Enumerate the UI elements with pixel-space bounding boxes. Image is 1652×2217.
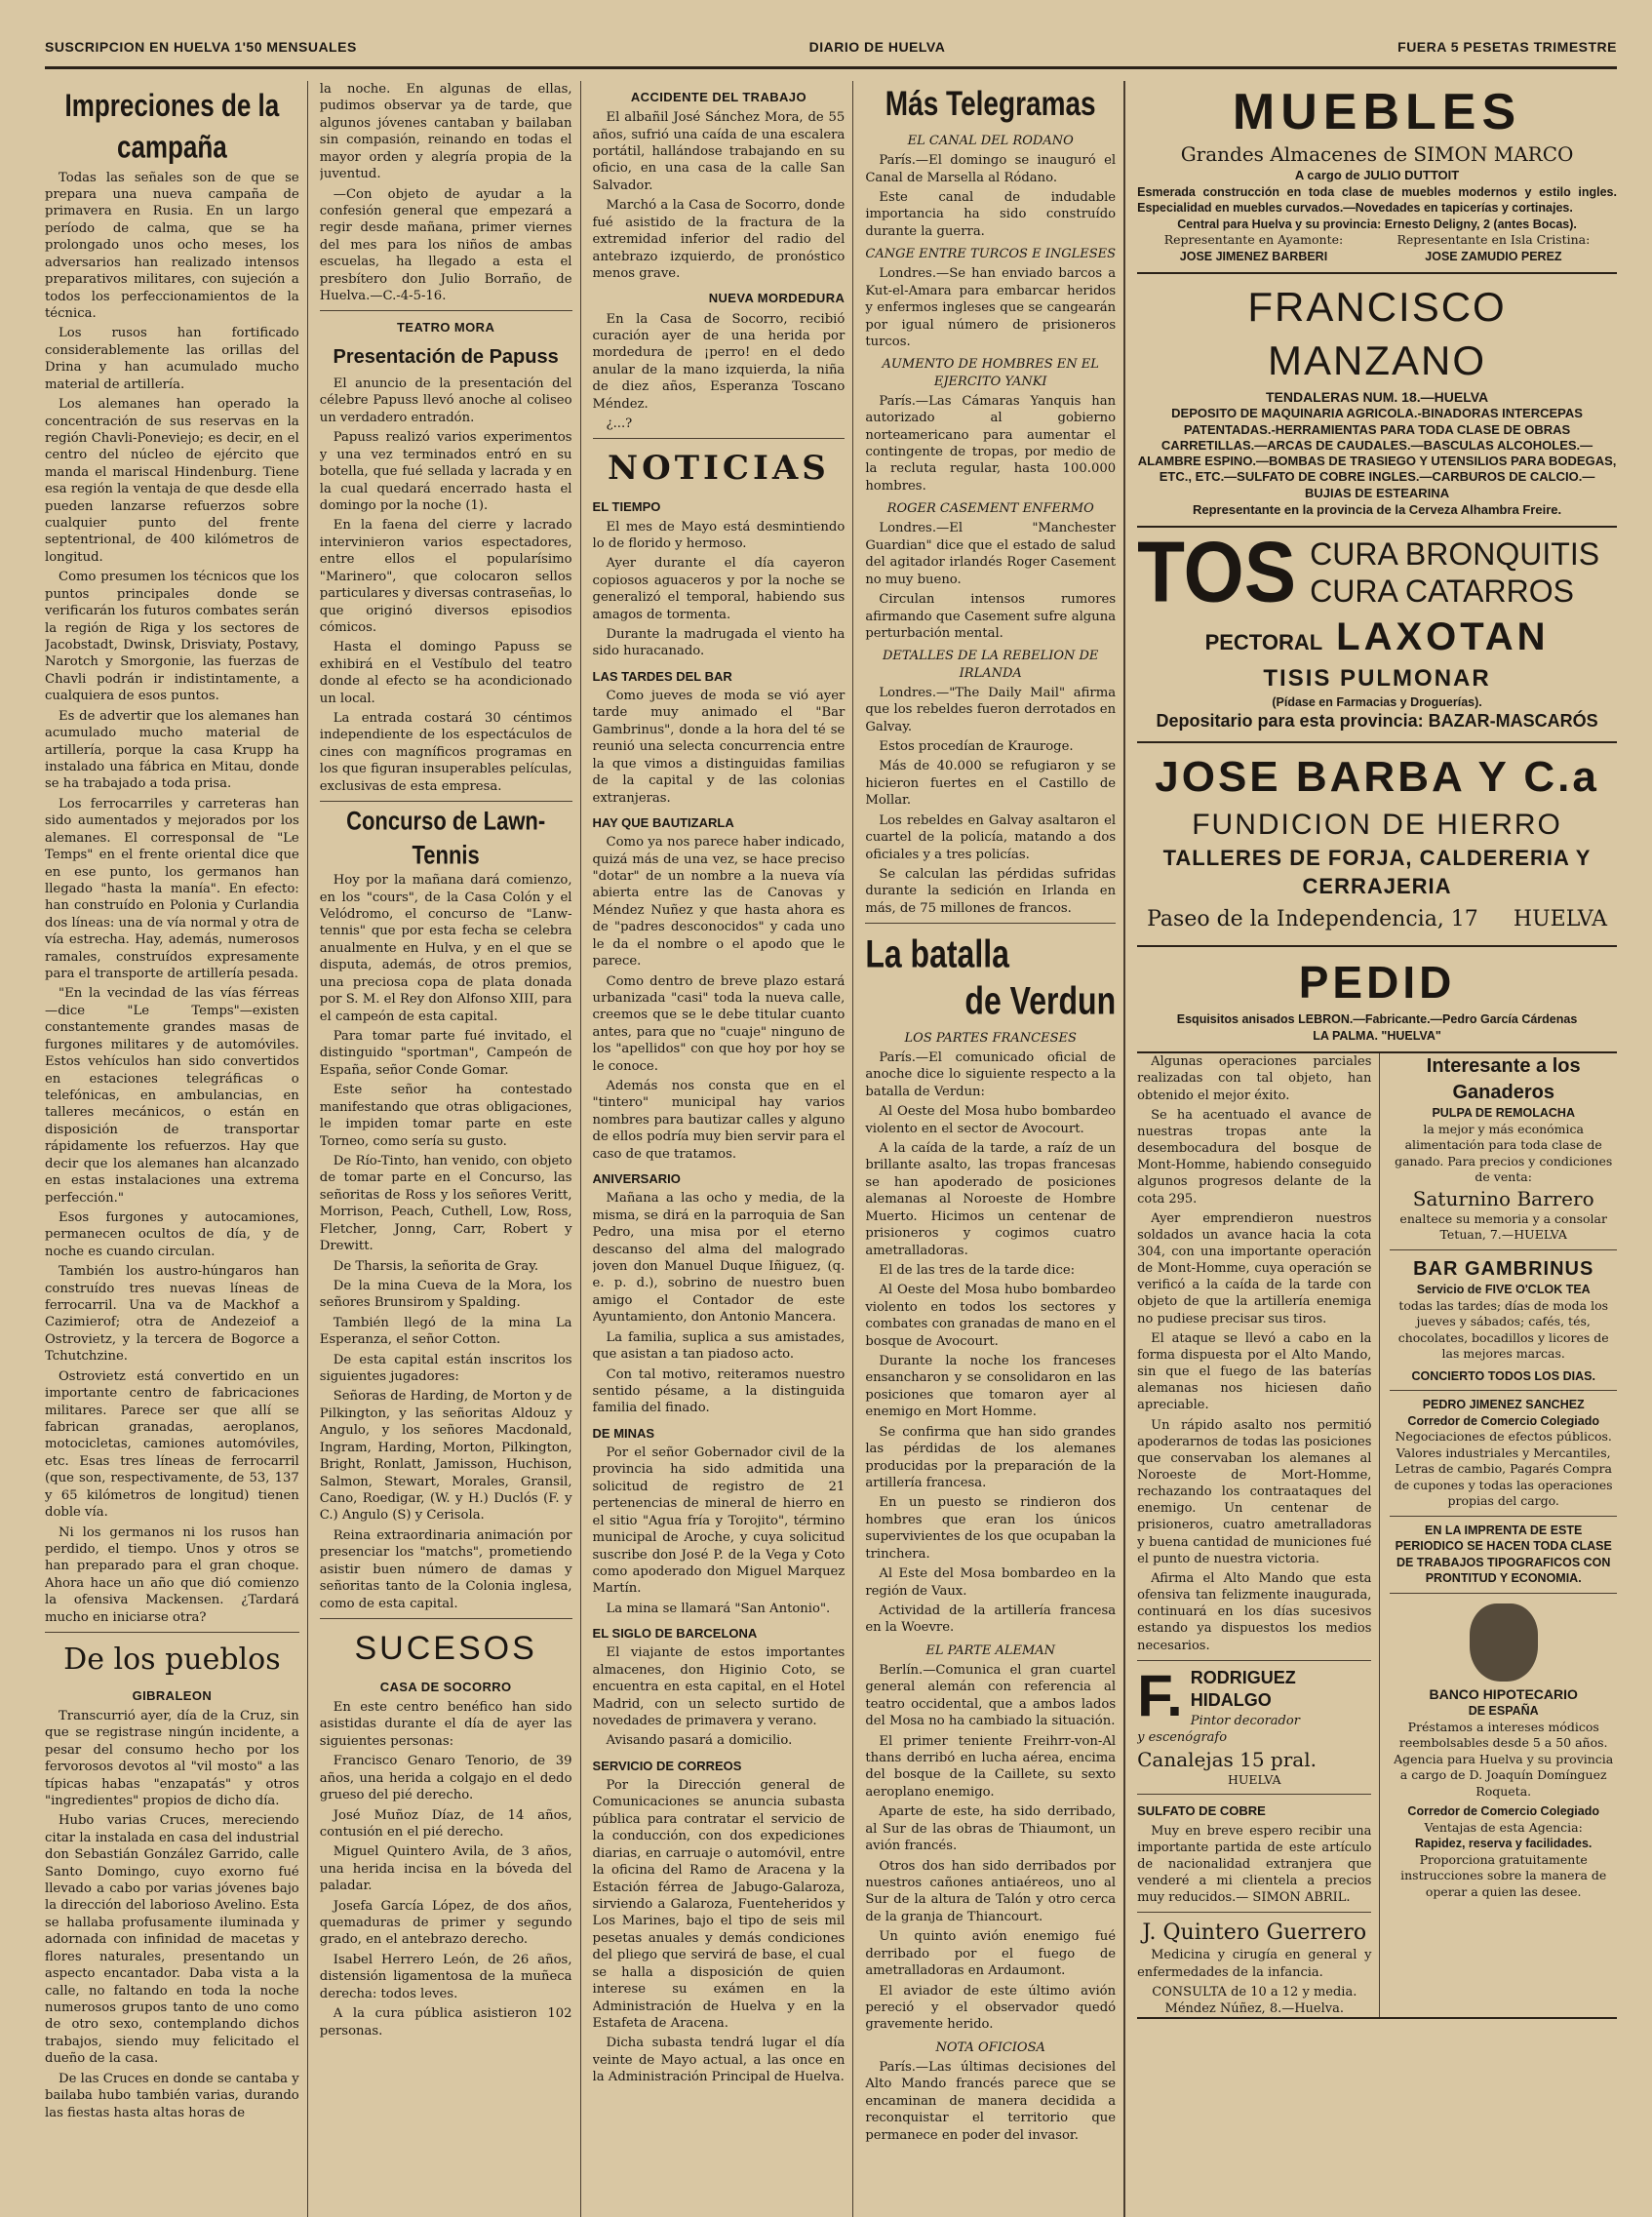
paragraph: Los rebeldes en Galvay asaltaron el cuartel de la policía, matando a dos oficiales y a tres policías.: [865, 812, 1117, 862]
product-name: LAXOTAN: [1336, 615, 1550, 659]
divider: [865, 923, 1116, 924]
section-title: De los pueblos: [63, 1643, 281, 1678]
paragraph: De las Cruces en donde se cantaba y bailaba hubo también varias, durando las fiestas hasta altas horas de: [45, 2071, 299, 2120]
paragraph: Francisco Genaro Tenorio, de 39 años, una herida a colgajo en el dedo grueso del pié derecho.: [319, 1754, 572, 1803]
ad-muebles: [1137, 81, 1617, 274]
paragraph: El aviador de este último avión pereció y el observador quedó gravemente herido.: [865, 1983, 1117, 2033]
paragraph: Berlín.—Comunica el gran cuartel general alemán con referencia al teatro occidental, que a ambos lados del Mosa no ha cambiado la situación.: [865, 1662, 1117, 1729]
paragraph: Al Oeste del Mosa hubo bombardeo violento en todos los sectores y combates con granadas de mano en el bosque de Avocourt.: [865, 1283, 1117, 1349]
section-subtitle: SERVICIO DE CORREOS: [592, 1758, 742, 1773]
paragraph: Esos furgones y autocamiones, permanecen ocultos de día, y de noche es cuando circulan.: [45, 1209, 299, 1259]
ad-line: la mejor y más económica alimentación para toda clase de ganado. Para precios y condiciones de venta:: [1395, 1121, 1613, 1185]
paragraph: Afirma el Alto Mando que esta ofensiva tan felizmente inaugurada, continuará en los días sucesivos estando ya dispuestos los medios necesarios.: [1137, 1570, 1372, 1653]
paragraph: París.—El comunicado oficial de anoche dice lo siguiente respecto a la batalla de Verdun:: [865, 1049, 1117, 1099]
paragraph: Como presumen los técnicos que los puntos principales donde se verificarán los futuros combates serán la región de Riga y los sectores de Jacobstadt, Dwinsk, Drisviaty, Postavy, Narotch y Smorgonie, las fuerzas de Chavli podrán ir indistintamente, a cualquiera de esos puntos.: [45, 570, 299, 704]
ad-line: PECTORAL: [1204, 630, 1323, 655]
ad-line: Negociaciones de efectos públicos. Valores industriales y Mercantiles, Letras de cambio, Pagarés Compra de cupones y todas las operaciones propias del cargo.: [1394, 1429, 1613, 1509]
section-subtitle: LAS TARDES DEL BAR: [592, 668, 732, 684]
paragraph: Papuss realizó varios experimentos y una vez terminados entró en su botella, que fué sellada y lacrada y en la cual quedará encerrado hasta el domingo por la noche (1).: [319, 430, 572, 513]
ad-title: BANCO HIPOTECARIO: [1429, 1685, 1578, 1702]
paragraph: Circulan intensos rumores afirmando que Casement sufre alguna perturbación mental.: [865, 592, 1117, 642]
article-title: Impreciones de la campaña: [64, 86, 280, 166]
divider: [593, 438, 846, 439]
ad-line: TISIS PULMONAR: [1263, 664, 1491, 692]
paragraph: Josefa García López, de dos años, quemaduras de primer y segundo grado, en el antebrazo derecho.: [319, 1898, 572, 1948]
section-subtitle: EL TIEMPO: [592, 499, 661, 515]
paragraph: Otros dos han sido derribados por nuestros cañones antiaéreos, uno al Sur de la altura de Talón y otro cerca de la granja de Thiancourt.: [865, 1858, 1117, 1924]
ad-line: DEPOSITO DE MAQUINARIA AGRICOLA.-BINADORAS INTERCEPAS PATENTADAS.-HERRAMIENTAS PARA TODA CLASE DE OBRAS CARRETILLAS.—ARCAS DE CAUDALES.—BASCULAS ALCOHOLES.—ALAMBRE ESPINO.—BOMBAS DE TRASIEGO Y UTENSILIOS PARA BODEGAS, ETC., ETC.—SULFATO DE COBRE INGLES.—CARBUROS DE CALCIO.—BUJIAS DE ESTEARINA: [1137, 406, 1617, 500]
paragraph: Los alemanes han operado la concentración de sus reservas en la región Chavli-Poneviejo; es decir, en el centro del núcleo de ejército que manda el mariscal Hindenburg. Tiene esa región la ventaja de que desde ella pueden lanzarse refuerzos sobre cualquier punto del frente septentrional, de 400 kilómetros de longitud.: [45, 397, 299, 565]
paragraph: Ayer emprendieron nuestros soldados un avance hacia la cota 304, con una importante operación de Mont-Homme, cuya operación se verificó a la caída de la tarde con objeto de que la artillería enemiga no pudiese precisar sus tiros.: [1137, 1210, 1372, 1326]
newspaper-name: DIARIO DE HUELVA: [808, 39, 946, 55]
paragraph: —Con objeto de ayudar a la confesión general que empezará a regir desde mañana, primer viernes del mes para los niños de ambas escuelas, ha llegado a esta el presbítero don Julio Borraño, de Huelva.—C.-4-5-16.: [319, 186, 572, 304]
article-body: [45, 170, 299, 1626]
ad-line: Pintor decorador: [1190, 1714, 1300, 1729]
paragraph: Por la Dirección general de Comunicaciones se anuncia subasta pública para contratar el servicio de la conducción, con dos expediciones diarias, en carruaje o automóvil, entre la oficina del Ramo de Aracena y la Estación férrea de Jabugo-Galaroza, sirviendo a Galaroza, Fuenteheridos y Los Marines, bajo el tipo de seis mil pesetas anuales y demás condiciones del pliego que servirá de base, el cual se halla a disposición de quien interese su exámen en la Administración de Huelva y en la Estafeta de Aracena.: [592, 1778, 846, 2031]
section-subtitle: EL CANAL DEL RODANO: [907, 133, 1074, 148]
ad-title: Interesante a los Ganaderos: [1426, 1055, 1581, 1103]
paragraph: Muy en breve espero recibir una importante partida de este artículo de nacionalidad extranjera que venderé a mi clientela a precios muy reducidos.— SIMON ABRIL.: [1137, 1823, 1372, 1906]
rep-name: JOSE ZAMUDIO PEREZ: [1425, 249, 1562, 263]
ad-line: Corredor de Comercio Colegiado: [1407, 1413, 1599, 1428]
ad-title: SULFATO DE COBRE: [1137, 1803, 1266, 1819]
paragraph: En la faena del cierre y lacrado intervinieron varios espectadores, entre ellos el popularísimo "Marinero", que colocaron sellos particulares y diversas contraseñas, lo que originó diversos episodios cómicos.: [319, 518, 572, 635]
paragraph: París.—Las últimas decisiones del Alto Mando francés parece que se encaminan de manera decidida a reconquistar el territorio que permanece en poder del invasor.: [865, 2059, 1117, 2143]
paragraph: París.—Las Cámaras Yanquis han autorizado al gobierno norteamericano para aumentar el contingente de tropas, por medio de la recluta regular, hasta 100.000 hombres.: [865, 393, 1117, 494]
section-subtitle: AUMENTO DE HOMBRES EN EL EJERCITO YANKI: [882, 357, 1099, 389]
paragraph: Este canal de indudable importancia ha sido construído durante la guerra.: [865, 189, 1117, 239]
ad-line: LA PALMA. "HUELVA": [1313, 1028, 1441, 1043]
section-subtitle: ROGER CASEMENT ENFERMO: [886, 501, 1094, 517]
section-subtitle: EL PARTE ALEMAN: [925, 1643, 1056, 1658]
paragraph: A la cura pública asistieron 102 personas.: [319, 2006, 572, 2039]
ad-line: (Pídase en Farmacias y Droguerías).: [1272, 694, 1482, 709]
divider: [320, 801, 572, 802]
paragraph: Mañana a las ocho y media, de la misma, se dirá en la parroquia de San Pedro, una misa por el eterno descanso del alma del malogrado joven don Manuel Duque Iñiguez, (q. e. p. d.), sobrino de nuestro buen amigo el Contador de este Ayuntamiento, don Antonio Mancera.: [592, 1191, 846, 1326]
ad-line: Depositario para esta provincia: BAZAR-MASCARÓS: [1156, 711, 1598, 732]
paragraph: Se confirma que han sido grandes las pérdidas de los alemanes producidas por la preparación de la artillería francesa.: [865, 1424, 1117, 1490]
paragraph: Al Este del Mosa bombardeo en la región de Vaux.: [865, 1566, 1117, 1599]
paragraph: El de las tres de la tarde dice:: [879, 1262, 1076, 1278]
section-title: Más Telegramas: [885, 84, 1096, 123]
paragraph: Londres.—"The Daily Mail" afirma que los rebeldes fueron derrotados en Galvay.: [865, 685, 1117, 734]
paragraph: Estos procedían de Krauroge.: [879, 739, 1074, 755]
ad-line: HUELVA: [1513, 906, 1607, 931]
ad-line: Grandes Almacenes de SIMON MARCO: [1180, 142, 1574, 166]
paragraph: Un rápido asalto nos permitió apoderarnos de todas las posiciones que conservaban los alemanes al Noroeste de Mort-Homme, rechazando los contraataques del enemigo. Un centenar de prisioneros, cuatro ametralladoras y buena cantidad de municiones fué el punto de nuestra victoria.: [1137, 1417, 1372, 1566]
paragraph: París.—El domingo se inauguró el Canal de Marsella al Ródano.: [865, 153, 1117, 185]
ad-line: CONSULTA de 10 a 12 y media.: [1152, 1984, 1357, 1999]
ad-line: Servicio de FIVE O'CLOK TEA: [1416, 1283, 1591, 1297]
paragraph: Al Oeste del Mosa hubo bombardeo violento en el sector de Avocourt.: [865, 1104, 1117, 1136]
paragraph: Es de advertir que los alemanes han acumulado mucho material de artillería, porque la casa Krupp ha instalado una fábrica en Mitau, donde se ha trabajado a toda prisa.: [45, 708, 299, 792]
ad-line: Rapidez, reserva y facilidades.: [1415, 1837, 1593, 1851]
ad-representatives: [1137, 232, 1617, 264]
ad-jimenez: [1390, 1391, 1617, 1517]
section-title: Presentación de Papuss: [333, 345, 559, 368]
column-2: [320, 81, 581, 2217]
rep-label: Representante en Ayamonte:: [1163, 232, 1344, 248]
ad-line: Central para Huelva y su provincia: Ernesto Deligny, 2 (antes Bocas).: [1177, 217, 1577, 231]
paragraph: En un puesto se rindieron dos hombres que eran los únicos supervivientes de los que ocupaban la trinchera.: [865, 1495, 1117, 1562]
paragraph: Durante la noche los franceses ensancharon y se consolidaron en las posiciones que tomaron ayer al enemigo en Mort Homme.: [865, 1354, 1117, 1420]
paragraph: Avisando pasará a domicilio.: [606, 1733, 793, 1749]
column-1: [45, 81, 308, 2217]
paragraph: Hubo varias Cruces, mereciendo citar la instalada en casa del industrial don Sebastián González Garrido, calle Santo Domingo, cuyo exorno fué llevado a cabo por varias jóvenes bajo la dirección del laborioso Avelino. Esta se hallaba profusamente iluminada y adornada con infinidad de macetas y flores naturales, presentando un aspecto encantador. Daba vista a la calle, no faltando en toda la noche numerosos grupos tanto de uno como de otro sexo, contemplando dichos trabajos, siendo muy felicitado el dueño de la casa.: [45, 1813, 299, 2067]
section-subtitle: NUEVA MORDEDURA: [708, 291, 846, 306]
ads-lower: [1137, 1053, 1617, 2019]
paragraph: La mina se llamará "San Antonio".: [606, 1601, 831, 1616]
paragraph: Algunas operaciones parciales realizadas con tal objeto, han obtenido el mejor éxito.: [1137, 1054, 1372, 1103]
paragraph: De la mina Cueva de la Mora, los señores Brunsirom y Spalding.: [319, 1278, 572, 1311]
paragraph: Transcurrió ayer, día de la Cruz, sin que se registrase ningún incidente, a pesar del consumo hecho por los fervorosos devotos al "vil mosto" a las típicas habas "enzapatás" y otros "ingredientes" propios de dicho día.: [45, 1708, 299, 1808]
paragraph: Más de 40.000 se refugiaron y se hicieron fuertes en el Castillo de Mollar.: [865, 759, 1117, 809]
ad-title: FRANCISCO MANZANO: [1247, 284, 1507, 384]
paragraph: El primer teniente Freihrr-von-Al thans derribó en lucha aérea, encima del bosque de la Caillete, su sexto aeroplano enemigo.: [865, 1733, 1117, 1800]
paragraph: Además nos consta que en el "tintero" municipal hay varios nombres para bautizar calles y alguno de ellos podría muy bien servir para el caso de que tratamos.: [592, 1079, 846, 1162]
ad-gambrinus: [1390, 1250, 1617, 1391]
ad-line: Paseo de la Independencia, 17: [1147, 906, 1478, 931]
section-subtitle: LOS PARTES FRANCESES: [904, 1030, 1077, 1046]
divider: [1137, 1794, 1371, 1795]
ad-line: Méndez Núñez, 8.—Huelva.: [1164, 2000, 1345, 2016]
paragraph: ¿...?: [606, 416, 633, 432]
paragraph: Por el señor Gobernador civil de la provincia ha sido admitida una solicitud de registro de 21 pertenencias de mineral de hierro en el sitio "Agua fría y Torojito", término municipal de Aroche, y cuya solicitud suscribe don José P. de la Vega y Coto como apoderado don Miguel Marquez Martín.: [592, 1445, 846, 1597]
paragraph: El viajante de estos importantes almacenes, don Higinio Coto, se encuentra en esta capital, en el Hotel Madrid, con un selecto surtido de novedades de primavera y verano.: [592, 1645, 846, 1729]
section-title: Concurso de Lawn-Tennis: [346, 806, 546, 870]
paragraph: Ni los germanos ni los rusos han perdido, el tiempo. Unos y otros se han preparado para el gran choque. Ahora hace un año que dió comienzo la ofensiva Mackensen. ¿Tardará mucho en iniciarse otra?: [45, 1524, 299, 1625]
ad-line: PULPA DE REMOLACHA: [1432, 1106, 1575, 1121]
paragraph: Miguel Quintero Avila, de 3 años, una herida incisa en la bóveda del paladar.: [319, 1844, 572, 1894]
ad-line: todas las tardes; días de moda los jueves y sábados; cafés, tés, chocolates, bocadillos y licores de las mejores marcas.: [1397, 1297, 1609, 1362]
ad-imprenta: EN LA IMPRENTA DE ESTE PERIODICO SE HACEN TODA CLASE DE TRABAJOS TIPOGRAFICOS CON PRONTITUD Y ECONOMIA.: [1390, 1517, 1617, 1594]
ad-ganaderos: [1390, 1053, 1617, 1250]
ad-title: MUEBLES: [1232, 84, 1522, 140]
paragraph: Se ha acentuado el avance de nuestras tropas ante la desembocadura del bosque de Mont-Homme, habiendo conseguido algunos progresos delante de la cota 295.: [1137, 1107, 1372, 1207]
paragraph: Se calculan las pérdidas sufridas durante la sedición en Irlanda en más, de 75 millones de francos.: [865, 866, 1117, 916]
ads-right: [1390, 1053, 1617, 2017]
paragraph: Ayer durante el día cayeron copiosos aguaceros y por la noche se generalizó el temporal, habiendo sus amagos de tormenta.: [592, 556, 846, 622]
paragraph: Los ferrocarriles y carreteras han sido aumentados y mejorados por los alemanes. El corresponsal de "Le Temps" en el frente oriental dice que en ese punto, los germanos han llegado "hasta la manía". En efecto: han construído en Polonia y Curlandia dos líneas: una de vía normal y otra de vía estrecha. Hay, además, numerosos ramales, construídos expresamente para el transporte de artillería pesada.: [45, 796, 299, 982]
divider: [320, 310, 572, 311]
ad-line: Representante en la provincia de la Cerveza Alhambra Freire.: [1192, 501, 1562, 517]
ad-pedid: [1137, 947, 1617, 1054]
section-subtitle: HAY QUE BAUTIZARLA: [592, 815, 734, 830]
subscription-huelva: SUSCRIPCION EN HUELVA 1'50 MENSUALES: [45, 39, 357, 55]
section-subtitle: NOTA OFICIOSA: [935, 2039, 1045, 2055]
paragraph: Hoy por la mañana dará comienzo, en los "cours", de la Casa Colón y el Velódromo, el concurso de "Lanw-tennis" que por esta fecha se celebra anualmente en Hulva, y en el que se disputa, además, de otros premios, una preciosa copa de plata donada por S. M. el Rey don Alfonso XIII, para el campeón de esta capital.: [319, 873, 572, 1024]
ad-line: enaltece su memoria y a consolar Tetuan, 7.—HUELVA: [1399, 1210, 1607, 1243]
section-subtitle: GIBRALEON: [132, 1687, 213, 1703]
paragraph: Medicina y cirugía en general y enfermedades de la infancia.: [1137, 1948, 1372, 1980]
paragraph: Todas las señales son de que se prepara una nueva campaña de primavera en Rusia. En un largo período de calma, que se ha prolongado unos ocho meses, los adversarios han realizado intensos preparativos militares, con sujeción a todos los perfeccionamientos de la técnica.: [45, 170, 299, 321]
paragraph: Hasta el domingo Papuss se exhibirá en el Vestíbulo del teatro donde al efecto se ha acondicionado un local.: [319, 640, 572, 706]
paragraph: Isabel Herrero León, de 26 años, distensión ligamentosa de la muñeca derecha: todos leves.: [319, 1952, 572, 2001]
paragraph: En este centro benéfico han sido asistidas durante el día de ayer las siguientes personas:: [319, 1699, 572, 1749]
section-subtitle: ACCIDENTE DEL TRABAJO: [630, 90, 806, 104]
ad-line: FUNDICION DE HIERRO: [1192, 808, 1562, 841]
ad-line: Ventajas de esta Agencia:: [1424, 1819, 1583, 1835]
paragraph: Marchó a la Casa de Socorro, donde fué asistido de la fractura de la extremidad inferior del radio del antebrazo izquierdo, de pronóstico menos grave.: [592, 198, 846, 281]
paragraph: José Muñoz Díaz, de 14 años, contusión en el pié derecho.: [319, 1807, 572, 1840]
ad-line: DE ESPAÑA: [1468, 1704, 1539, 1719]
ad-title: BAR GAMBRINUS: [1413, 1257, 1594, 1280]
ad-manzano: [1137, 274, 1617, 528]
ad-line: HUELVA: [1227, 1771, 1281, 1787]
ad-line: Esquisitos anisados LEBRON.—Fabricante.—Pedro García Cárdenas: [1176, 1012, 1578, 1027]
paragraph: Londres.—El "Manchester Guardian" dice que el estado de salud del agitador irlandés Roger Casement no muy bueno.: [865, 521, 1117, 587]
paragraph: La familia, suplica a sus amistades, que asistan a tan piadoso acto.: [592, 1329, 846, 1363]
paragraph: A la caída de la tarde, a raíz de un brillante asalto, las tropas francesas se han apoderado de posiciones alemanas al Noroeste de Hombre Muerto. Hicimos un centenar de prisioneros y cogimos cuatro ametralladoras.: [865, 1140, 1117, 1258]
ad-line: y escenógrafo: [1137, 1730, 1228, 1746]
paragraph: Aparte de este, ha sido derribado, al Sur de las obras de Thiaumont, un avión francés.: [865, 1804, 1117, 1854]
paragraph: Londres.—Se han enviado barcos a Kut-el-Amara para embarcar heridos y enfermos ingleses que se cangearán por igual número de prisioneros turcos.: [865, 266, 1117, 350]
paragraph: Ostrovietz está convertido en un importante centro de fabricaciones militares. Parece ser que allí se fabrican granadas, aeroplanos, motocicletas, camiones automóviles, etc. Esas tres líneas de ferrocarril (que son, respectivamente, de 53, 137 y 65 kilómetros de longitud) tienen doble vía.: [45, 1368, 299, 1521]
column-3: [593, 81, 854, 2217]
section-title: de Verdun: [964, 978, 1117, 1023]
ad-line: Proporciona gratuitamente instrucciones sobre la manera de operar a quien las desee.: [1400, 1851, 1607, 1899]
column-4: [865, 81, 1125, 2217]
paragraph: De esta capital están inscritos los siguientes jugadores:: [319, 1352, 572, 1385]
paragraph: El anuncio de la presentación del célebre Papuss llevó anoche al coliseo un verdadero entradón.: [319, 376, 572, 425]
ad-title: RODRIGUEZ HIDALGO: [1190, 1667, 1296, 1711]
section-title: NOTICIAS: [608, 449, 830, 489]
paragraph: "En la vecindad de las vías férreas —dice "Le Temps"—existen constantemente grandes masas de furgones militares y de automóviles. Estos vehículos han sido convertidos en estaciones telegráficas o telefónicas, en ambulancias, en talleres mecánicos, o están en disposición de transportar rápidamente los refuerzos. Hay que decir que los alemanes han alcanzado en estas instalaciones una extrema perfección.": [45, 986, 299, 1206]
divider: [1137, 1660, 1371, 1661]
paragraph: En la Casa de Socorro, recibió curación ayer de una herida por mordedura de ¡perro! en el dedo anular de la mano izquierda, la niña de diez años, Esperanza Toscano Méndez.: [592, 311, 846, 412]
paragraph: Como jueves de moda se vió ayer tarde muy animado el "Bar Gambrinus", donde a la hora del té se reunió una selecta concurrencia entre la que vimos a distinguidas familias de la capital y de las colonias extranjeras.: [592, 689, 846, 806]
ad-title: TOS: [1137, 524, 1297, 620]
section-subtitle: DE MINAS: [592, 1425, 655, 1441]
section-subtitle: CANGE ENTRE TURCOS E INGLESES: [865, 247, 1117, 262]
section-subtitle: CASA DE SOCORRO: [379, 1679, 512, 1694]
paragraph: El ataque se llevó a cabo en la forma dispuesta por el Alto Mando, sin que el fuego de las baterías alemanas nos hiciesen daño apreciable.: [1137, 1330, 1372, 1413]
paragraph: la noche. En algunas de ellas, pudimos observar ya de tarde, que algunos jóvenes cantaban y bailaban sin compasión, reinando en todas el mayor orden y alegría propia de la juventud.: [319, 82, 572, 182]
paragraph: Durante la madrugada el viento ha sido huracanado.: [592, 627, 846, 659]
divider: [1137, 1912, 1371, 1913]
paragraph: De Río-Tinto, han venido, con objeto de tomar parte en el Concurso, las señoritas de Ross y los señores Veritt, Morrison, Peach, Cuthell, Low, Ross, Fletcher, Jonng, Carr, Robert y Drewitt.: [319, 1153, 572, 1254]
masthead-bar: [45, 39, 1617, 69]
ad-line: Agencia para Huelva y su provincia a cargo de D. Joaquín Domínguez Roqueta.: [1394, 1751, 1614, 1799]
ad-title: JOSE BARBA Y C.a: [1155, 752, 1599, 801]
subscription-outside: FUERA 5 PESETAS TRIMESTRE: [1397, 39, 1617, 55]
section-subtitle: DETALLES DE LA REBELION DE IRLANDA: [883, 649, 1099, 681]
paragraph: Un quinto avión enemigo fué derribado por el fuego de ametralladoras en Ardaumont.: [865, 1929, 1117, 1979]
ad-line: Saturnino Barrero: [1412, 1186, 1594, 1210]
divider: [45, 1632, 299, 1633]
ad-laxotan: [1137, 524, 1617, 743]
section-title: La batalla: [865, 931, 1009, 976]
section-subtitle: TEATRO MORA: [397, 320, 495, 336]
rep-label: Representante en Isla Cristina:: [1396, 232, 1591, 248]
paragraph: De Tharsis, la señorita de Gray.: [333, 1258, 539, 1274]
ad-hidalgo: [1137, 1662, 1371, 1789]
paragraph: Señoras de Harding, de Morton y de Pilkington, y las señoritas Aldouz y Angulo, y los señores Macdonald, Ingram, Harding, Morton, Pilkington, Bright, Ronlatt, Jamisson, Huchison, Salmon, Stewart, Morales, Gransil, Cano, Roedigar, (W. y H.) Duclós (F. y C.) Angulo (S) y Cerisola.: [319, 1389, 572, 1524]
ad-line: Corredor de Comercio Colegiado: [1407, 1804, 1599, 1819]
ad-line: Canalejas 15 pral.: [1137, 1747, 1317, 1771]
ad-line: Préstamos a intereses módicos reembolsables desde 5 a 50 años.: [1398, 1719, 1608, 1751]
section-subtitle: EL SIGLO DE BARCELONA: [592, 1626, 758, 1642]
ad-line: CURA CATARROS: [1310, 574, 1574, 610]
verdun-continuation: [1137, 1053, 1380, 2017]
paragraph: Para tomar parte fué invitado, el distinguido "sportman", Campeón de España, señor Conde Gomar.: [319, 1029, 572, 1078]
ad-line: CURA BRONQUITIS: [1310, 535, 1600, 572]
ad-title: PEDRO JIMENEZ SANCHEZ: [1422, 1398, 1585, 1412]
ad-title: J. Quintero Guerrero: [1142, 1920, 1367, 1946]
ad-initial: F.: [1137, 1662, 1183, 1728]
paragraph: La entrada costará 30 céntimos independiente de los espectáculos de cines con magníficos programas en los que figuran insuperables películas, exclusivas de esta empresa.: [319, 711, 572, 794]
paragraph: También los austro-húngaros han construído tres nuevas líneas de ferrocarril. Una va de Mackhof a Cazimierof; otra de Andezeiof a Ostrovietz, y la tercera de Bogorce a Tchutchzine.: [45, 1264, 299, 1365]
ad-barba: [1137, 743, 1617, 947]
ad-banco: [1390, 1594, 1617, 1900]
ad-line: TALLERES DE FORJA, CALDERERIA Y CERRAJERIA: [1162, 846, 1592, 899]
paragraph: Dicha subasta tendrá lugar el día veinte de Mayo actual, a las once en la Administración Principal de Huelva.: [592, 2036, 846, 2085]
ad-line: TENDALERAS NUM. 18.—HUELVA: [1265, 388, 1489, 405]
divider: [320, 1618, 572, 1619]
paragraph: Reina extraordinaria animación por presenciar los "matchs", prometiendo asistir buen número de damas y señoritas tanto de la Colonia inglesa, como de esta capital.: [319, 1527, 572, 1611]
paragraph: Los rusos han fortificado considerablemente las orillas del Drina y han acumulado mucho material de artillería.: [45, 326, 299, 392]
paragraph: Con tal motivo, reiteramos nuestro sentido pésame, a la distinguida familia del finado.: [592, 1366, 846, 1416]
paragraph: El albañil José Sánchez Mora, de 55 años, sufrió una caída de una escalera portátil, hallándose trabajando en su oficio, en una casa de la calle San Salvador.: [592, 110, 846, 193]
paragraph: Como dentro de breve plazo estará urbanizada "casi" toda la nueva calle, creemos que se le debe titular cuanto antes, para que no "cuaje" ninguno de los "apellidos" con que hoy por hoy se le conoce.: [592, 973, 846, 1074]
ad-line: A cargo de JULIO DUTTOIT: [1294, 168, 1460, 183]
ad-address: [1137, 901, 1617, 937]
paragraph: El mes de Mayo está desmintiendo lo de florido y hermoso.: [592, 519, 846, 551]
paragraph: Actividad de la artillería francesa en la Woevre.: [865, 1603, 1117, 1636]
ad-title: PEDID: [1298, 956, 1456, 1008]
paragraph: También llegó de la mina La Esperanza, el señor Cotton.: [319, 1315, 572, 1348]
paragraph: Este señor ha contestado manifestando que otras obligaciones, le impiden tomar parte en este Torneo, como sería su gusto.: [319, 1083, 572, 1149]
ad-line: CONCIERTO TODOS LOS DIAS.: [1411, 1368, 1595, 1383]
coat-of-arms-icon: [1470, 1603, 1538, 1682]
ad-line: Esmerada construcción en toda clase de muebles modernos y estilo ingles. Especialidad en muebles curvados.—Novedades en tapicerías y cortinajes.: [1137, 184, 1617, 216]
section-subtitle: ANIVERSARIO: [592, 1171, 681, 1187]
paragraph: Como ya nos parece haber indicado, quizá más de una vez, se hace preciso "dotar" de un nombre a la nueva vía abierta entre las de Canovas y Méndez Nuñez y que hasta ahora es de "padres desconocidos" y cada uno le da el nombre o el apodo que le parece.: [592, 835, 846, 970]
section-title: SUCESOS: [354, 1629, 537, 1667]
ads-column: [1137, 81, 1617, 2217]
rep-name: JOSE JIMENEZ BARBERI: [1179, 249, 1328, 263]
